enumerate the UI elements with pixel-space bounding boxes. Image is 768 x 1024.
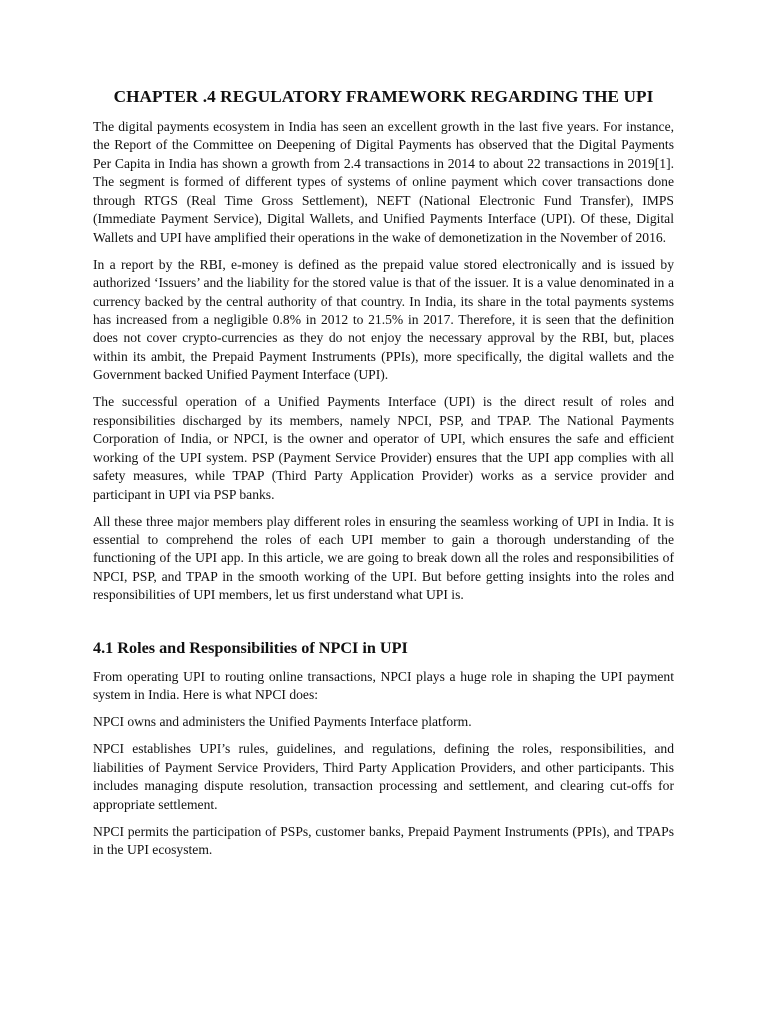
section-paragraph-1: From operating UPI to routing online transactions, NPCI plays a huge role in shaping the UPI payment system in India. Here is what NPCI does:	[93, 668, 674, 703]
section-title: 4.1 Roles and Responsibilities of NPCI in UPI	[93, 638, 408, 657]
intro-paragraph-1: The digital payments ecosystem in India has seen an excellent growth in the last five years. For instance, the Report of the Committee on Deepening of Digital Payments has observed that the Digital Payments Per Capita in India has shown a growth from 2.4 transactions in 2014 to about 22 transactions in 2019[1]. The segment is formed of different types of systems of online payment which cover transactions done through RTGS (Real Time Gross Settlement), NEFT (National Electronic Fund Transfer), IMPS (Immediate Payment Service), Digital Wallets, and Unified Payments Interface (UPI). Of these, Digital Wallets and UPI have amplified their operations in the wake of demonetization in the November of 2016.	[93, 119, 674, 245]
section-paragraph-4: NPCI permits the participation of PSPs, customer banks, Prepaid Payment Instruments (PPIs), and TPAPs in the UPI ecosystem.	[93, 823, 674, 857]
intro-paragraph-2: In a report by the RBI, e-money is defined as the prepaid value stored electronically and is issued by authorized ‘Issuers’ and the liability for the stored value is that of the issuer. It is a value denominated in a currency backed by the central authority of that country. In India, its share in the total payments systems has increased from a negligible 0.8% in 2012 to 21.5% in 2017. Therefore, it is seen that the definition does not cover crypto-currencies as they do not enjoy the necessary approval by the RBI, but, places within its ambit, the Prepaid Payment Instruments (PPIs), more specifically, the digital wallets and the Government backed Unified Payment Interface (UPI).	[93, 256, 674, 383]
intro-paragraph-4: All these three major members play different roles in ensuring the seamless working of UPI in India. It is essential to comprehend the roles of each UPI member to gain a thorough understanding of the functioning of the UPI app. In this article, we are going to break down all the roles and responsibilities of NPCI, PSP, and TPAP in the smooth working of the UPI. But before getting insights into the roles and responsibilities of UPI members, let us first understand what UPI is.	[93, 513, 674, 603]
chapter-title: CHAPTER .4 REGULATORY FRAMEWORK REGARDING THE UPI	[113, 87, 654, 106]
section-paragraph-3: NPCI establishes UPI’s rules, guidelines, and regulations, defining the roles, responsibilities, and liabilities of Payment Service Providers, Third Party Application Providers, and other participants. This includes managing dispute resolution, transaction processing and settlement, and clearing cut-offs for appropriate settlement.	[93, 741, 674, 812]
intro-paragraph-3: The successful operation of a Unified Payments Interface (UPI) is the direct result of roles and responsibilities discharged by its members, namely NPCI, PSP, and TPAP. The National Payments Corporation of India, or NPCI, is the owner and operator of UPI, which ensures the safe and efficient working of the UPI system. PSP (Payment Service Provider) ensures that the UPI app complies with all safety measures, while TPAP (Third Party Application Provider) works as a service provider and participant in UPI via PSP banks.	[93, 394, 674, 502]
document-page	[93, 85, 674, 868]
section-paragraph-2: NPCI owns and administers the Unified Payments Interface platform.	[93, 714, 472, 730]
